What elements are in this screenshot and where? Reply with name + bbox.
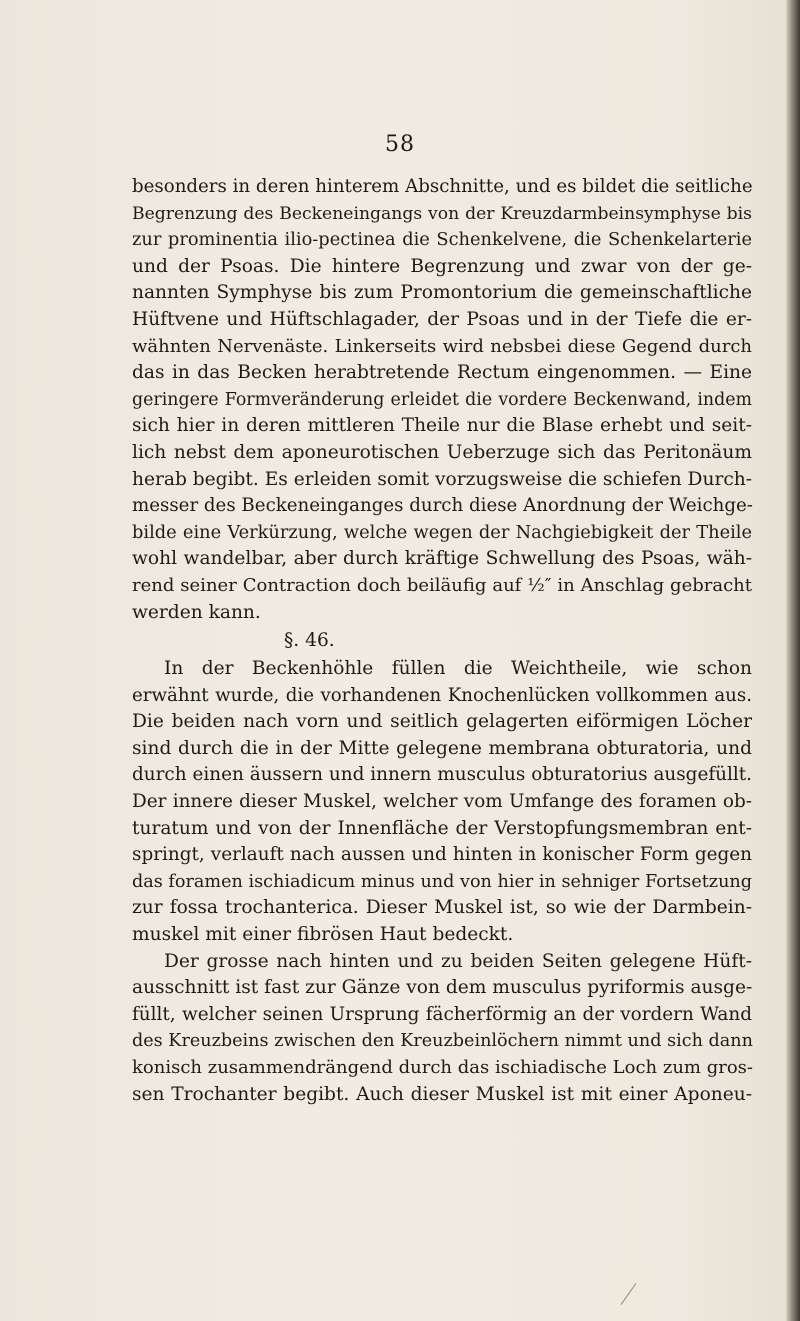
text-line: Der innere dieser Muskel, welcher vom Umfange des foramen ob- [132, 791, 752, 813]
text-line: messer des Beckeneinganges durch diese Anordnung der Weichge- [132, 495, 753, 517]
text-line: und der Psoas. Die hintere Begrenzung und zwar von der ge- [132, 255, 752, 277]
text-line: springt, verlauft nach aussen und hinten in konischer Form gegen [132, 844, 752, 866]
text-line: besonders in deren hinterem Abschnitte, und es bildet die seitliche [132, 176, 753, 197]
text-line: wohl wandelbar, aber durch kräftige Schwellung des Psoas, wäh- [132, 548, 752, 570]
text-line: zur prominentia ilio-pectinea die Schenkelvene, die Schenkelarterie [132, 229, 752, 251]
text-line: das in das Becken herabtretende Rectum eingenommen. — Eine [132, 362, 752, 384]
text-line: bilde eine Verkürzung, welche wegen der Nachgiebigkeit der Theile [132, 521, 752, 543]
text-line: füllt, welcher seinen Ursprung fächerförmig an der vordern Wand [132, 1003, 752, 1025]
text-line: konisch zusammendrängend durch das ischiadische Loch zum gros- [132, 1057, 753, 1078]
text-line: Die beiden nach vorn und seitlich gelagerten eiförmigen Löcher [132, 711, 752, 733]
page-number: 58 [385, 132, 415, 157]
text-line: muskel mit einer fibrösen Haut bedeckt. [132, 924, 514, 946]
text-line: sich hier in deren mittleren Theile nur die Blase erhebt und seit- [132, 415, 752, 437]
text-line: sind durch die in der Mitte gelegene membrana obturatoria, und [132, 737, 752, 759]
section-heading: §. 46. [284, 630, 335, 652]
text-line: werden kann. [132, 601, 261, 623]
body-text [132, 174, 752, 1108]
text-line: zur fossa trochanterica. Dieser Muskel ist, so wie der Darmbein- [132, 897, 752, 919]
text-line: lich nebst dem aponeurotischen Ueberzuge sich das Peritonäum [132, 441, 752, 463]
text-line: geringere Formveränderung erleidet die vordere Beckenwand, indem [132, 389, 752, 410]
text-line: wähnten Nervenäste. Linkerseits wird nebsbei diese Gegend durch [132, 335, 752, 357]
text-line: Hüftvene und Hüftschlagader, der Psoas und in der Tiefe die er- [132, 308, 752, 330]
paragraph-2 [132, 656, 752, 949]
paragraph-3 [132, 949, 752, 1109]
text-line: Der grosse nach hinten und zu beiden Seiten gelegene Hüft- [164, 950, 752, 972]
text-line: rend seiner Contraction doch beiläufig auf ½″ in Anschlag gebracht [132, 574, 752, 596]
text-line: erwähnt wurde, die vorhandenen Knochenlücken vollkommen aus. [132, 684, 752, 706]
pencil-mark [621, 1283, 637, 1305]
text-line: das foramen ischiadicum minus und von hier in sehniger Fortsetzung [132, 871, 752, 892]
text-line: durch einen äussern und innern musculus obturatorius ausgefüllt. [132, 764, 752, 786]
text-line: nannten Symphyse bis zum Promontorium die gemeinschaftliche [132, 282, 752, 304]
paragraph-1 [132, 174, 752, 626]
text-line: In der Beckenhöhle füllen die Weichtheile, wie schon [164, 658, 752, 680]
text-line: Begrenzung des Beckeneingangs von der Kreuzdarmbeinsymphyse bis [132, 203, 752, 224]
page-edge-shadow [786, 0, 800, 1321]
text-line: herab begibt. Es erleiden somit vorzugsweise die schiefen Durch- [132, 468, 753, 490]
text-line: sen Trochanter begibt. Auch dieser Muskel ist mit einer Aponeu- [132, 1083, 752, 1105]
text-line: des Kreuzbeins zwischen den Kreuzbeinlöchern nimmt und sich dann [132, 1031, 753, 1052]
text-line: ausschnitt ist fast zur Gänze von dem musculus pyriformis ausge- [132, 977, 753, 999]
text-line: turatum und von der Innenfläche der Verstopfungsmembran ent- [132, 817, 752, 839]
